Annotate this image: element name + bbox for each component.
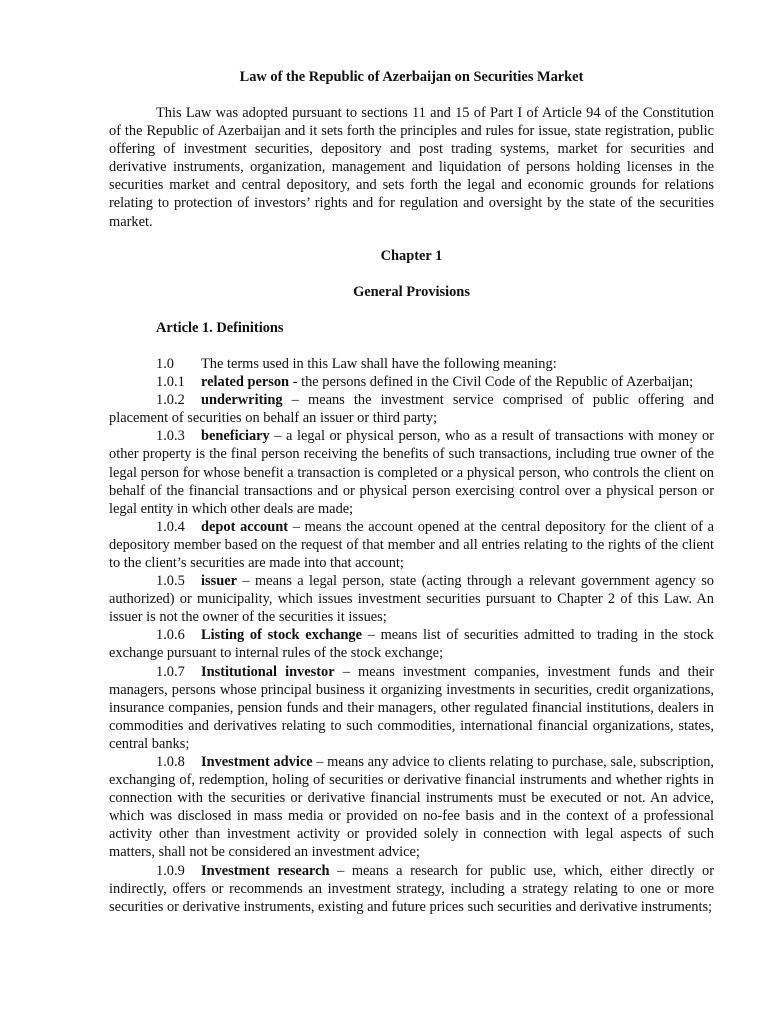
definition-term: Investment research [201, 862, 330, 879]
definition-text: – means any advice to clients relating to purchase, sale, subscription, exchanging of, redemption, holing of securities or derivative financial instruments and whether rights in connection with the securities or derivative financial instruments must be executed or not. An advice, which was disclosed in mass media or provided on no-fee basis and in the context of a professional activity other than investment activity or provided solely in connection with legal aspects of such matters, shall not be considered an investment advice; [109, 754, 714, 861]
definition-text: – a legal or physical person, who as a result of transactions with money or other property is the final person receiving the benefits of such transactions, including true owner of the legal person for whose benefit a transaction is completed or a physical person, who controls the client on behalf of the financial transactions and or physical person exercising control over a physical person or legal entity in which other deals are made; [109, 428, 714, 517]
chapter-title: General Provisions [353, 283, 470, 300]
definition-number: 1.0.5 [156, 573, 185, 590]
definition-number: 1.0.2 [156, 392, 185, 409]
document-title: Law of the Republic of Azerbaijan on Securities Market [239, 69, 584, 85]
definition-item [109, 355, 714, 373]
definition-text: The terms used in this Law shall have the following meaning: [201, 355, 557, 372]
definition-number: 1.0.6 [156, 627, 185, 644]
definition-text: – means a research for public use, which, either directly or indirectly, offers or recommends an investment strategy, including a strategy relating to one or more securities or derivative instruments, existing and future prices such securities and derivative instruments; [109, 862, 715, 915]
definition-term: depot account [201, 518, 289, 535]
definition-item [109, 518, 714, 572]
definition-term: issuer [201, 573, 237, 590]
definition-number: 1.0.1 [156, 374, 185, 391]
definition-item [109, 572, 714, 626]
definition-term: Listing of stock exchange [201, 627, 362, 644]
definition-term: related person [201, 374, 290, 391]
definition-text: – means a legal person, state (acting through a relevant government agency so authorized) or municipality, which issues investment securities pursuant to Chapter 2 of this Law. An issuer is not the owner of the securities it issues; [109, 573, 714, 626]
definition-item [109, 427, 714, 517]
definition-text: – means the account opened at the central depository for the client of a depository member based on the request of that member and all entries relating to the rights of the client to the client’s securities are made into that account; [109, 518, 714, 571]
article-heading: Article 1. Definitions [156, 319, 284, 336]
intro-paragraph: This Law was adopted pursuant to sections 11 and 15 of Part I of Article 94 of the Constitution of the Republic of Azerbaijan and it sets forth the principles and rules for issue, state registration, public offering of investment securities, depository and post trading systems, market for securities and derivative instruments, organization, management and liquidation of persons holding licenses in the securities market and central depository, and sets forth the legal and economic grounds for relations relating to protection of investors’ rights and for regulation and oversight by the state of the securities market. [109, 105, 714, 230]
definition-item [109, 862, 714, 916]
definition-item [109, 391, 714, 427]
definition-number: 1.0.8 [156, 754, 185, 770]
definition-item [109, 753, 714, 862]
definition-item [109, 663, 714, 753]
definition-number: 1.0.7 [156, 663, 185, 680]
definition-number: 1.0.4 [156, 518, 185, 535]
definitions-list [109, 355, 714, 916]
definition-text: – means the investment service comprised of public offering and placement of securities on behalf an issuer or third party; [109, 392, 714, 427]
definition-number: 1.0 [156, 355, 174, 372]
definition-text: - the persons defined in the Civil Code of the Republic of Azerbaijan; [289, 374, 694, 391]
definition-item [109, 626, 714, 662]
chapter-heading: Chapter 1 [380, 247, 443, 264]
definition-term: Institutional investor [201, 663, 335, 680]
definition-number: 1.0.9 [156, 862, 185, 879]
document-page [109, 66, 714, 916]
definition-item [109, 373, 714, 391]
definition-number: 1.0.3 [156, 428, 185, 445]
definition-term: Investment advice [201, 754, 313, 770]
definition-text: – means list of securities admitted to trading in the stock exchange pursuant to internal rules of the stock exchange; [109, 627, 714, 662]
definition-text: – means investment companies, investment funds and their managers, persons whose principal business it organizing investments in securities, credit organizations, insurance companies, pension funds and their managers, other regulated financial institutions, dealers in commodities and derivatives relating to such commodities, international financial organizations, states, central banks; [109, 663, 714, 752]
definition-term: beneficiary [201, 428, 270, 445]
definition-term: underwriting [201, 392, 283, 409]
